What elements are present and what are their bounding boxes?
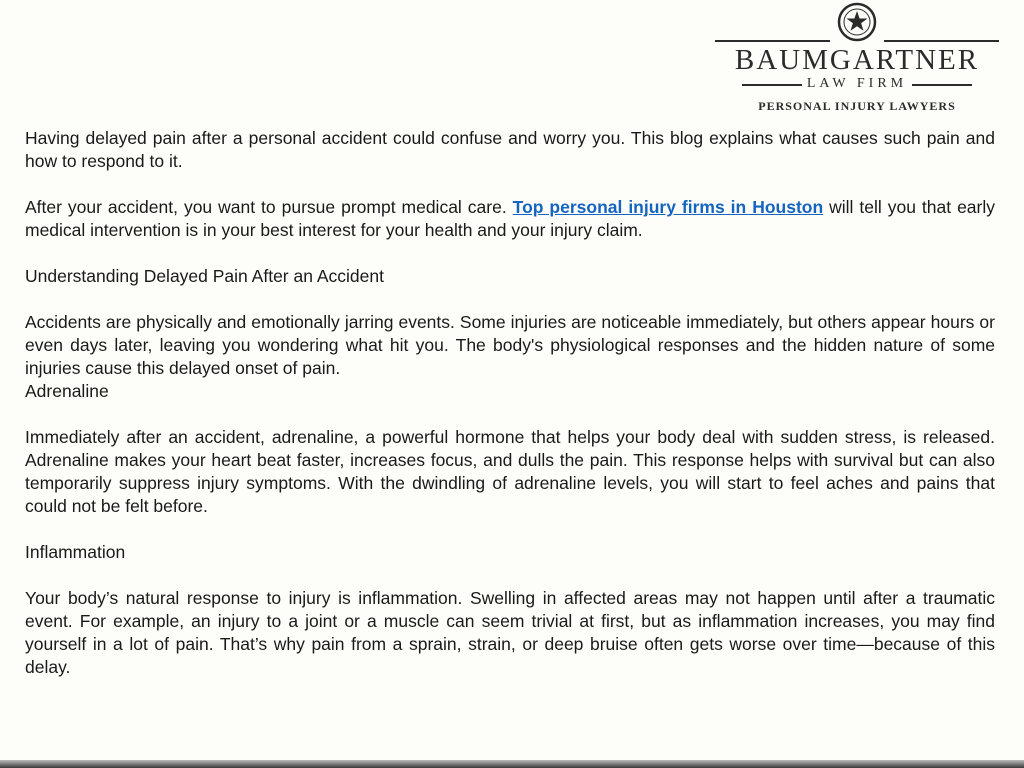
bottom-bar <box>0 760 1024 768</box>
heading-adrenaline: Adrenaline <box>25 381 109 401</box>
article-body <box>25 127 995 679</box>
spacer <box>25 242 995 265</box>
paragraph-adrenaline: Immediately after an accident, adrenaline, a powerful hormone that helps your body deal with sudden stress, is released. Adrenaline makes your heart beat faster, increases focus, and dulls the pain. This response helps with survival but can also temporarily suppress injury symptoms. With the dwindling of adrenaline levels, you will start to feel aches and pains that could not be felt before. <box>25 427 995 516</box>
paragraph-accidents: Accidents are physically and emotionally jarring events. Some injuries are noticeable immediately, but others appear hours or even days later, leaving you wondering what hit you. The body's physiological responses and the hidden nature of some injuries cause this delayed onset of pain. <box>25 312 995 378</box>
heading-delayed-pain: Understanding Delayed Pain After an Accident <box>25 266 384 286</box>
spacer <box>25 564 995 587</box>
logo-subtitle: LAW FIRM <box>806 76 908 91</box>
firm-logo <box>712 0 1002 118</box>
spacer <box>25 173 995 196</box>
spacer <box>25 403 995 426</box>
houston-injury-firms-link[interactable]: Top personal injury firms in Houston <box>512 197 824 217</box>
paragraph-intro: Having delayed pain after a personal accident could confuse and worry you. This blog explains what causes such pain and how to respond to it. <box>25 128 995 171</box>
paragraph-inflammation: Your body’s natural response to injury is inflammation. Swelling in affected areas may not happen until after a traumatic event. For example, an injury to a joint or a muscle can seem trivial at first, but as inflammation increases, you may find yourself in a lot of pain. That’s why pain from a sprain, strain, or deep bruise often gets worse over time—because of this delay. <box>25 588 995 677</box>
star-badge-icon <box>837 2 877 42</box>
spacer <box>25 288 995 311</box>
paragraph-text: will tell you that early medical intervention is in your best interest for your health and your injury claim. <box>25 197 996 240</box>
logo-firm-name: BAUMGARTNER <box>734 44 980 76</box>
heading-inflammation: Inflammation <box>25 542 126 562</box>
logo-tagline: PERSONAL INJURY LAWYERS <box>758 99 956 113</box>
spacer <box>25 518 995 541</box>
paragraph-text: After your accident, you want to pursue prompt medical care. <box>25 197 513 217</box>
paragraph-medical-care <box>25 196 995 242</box>
